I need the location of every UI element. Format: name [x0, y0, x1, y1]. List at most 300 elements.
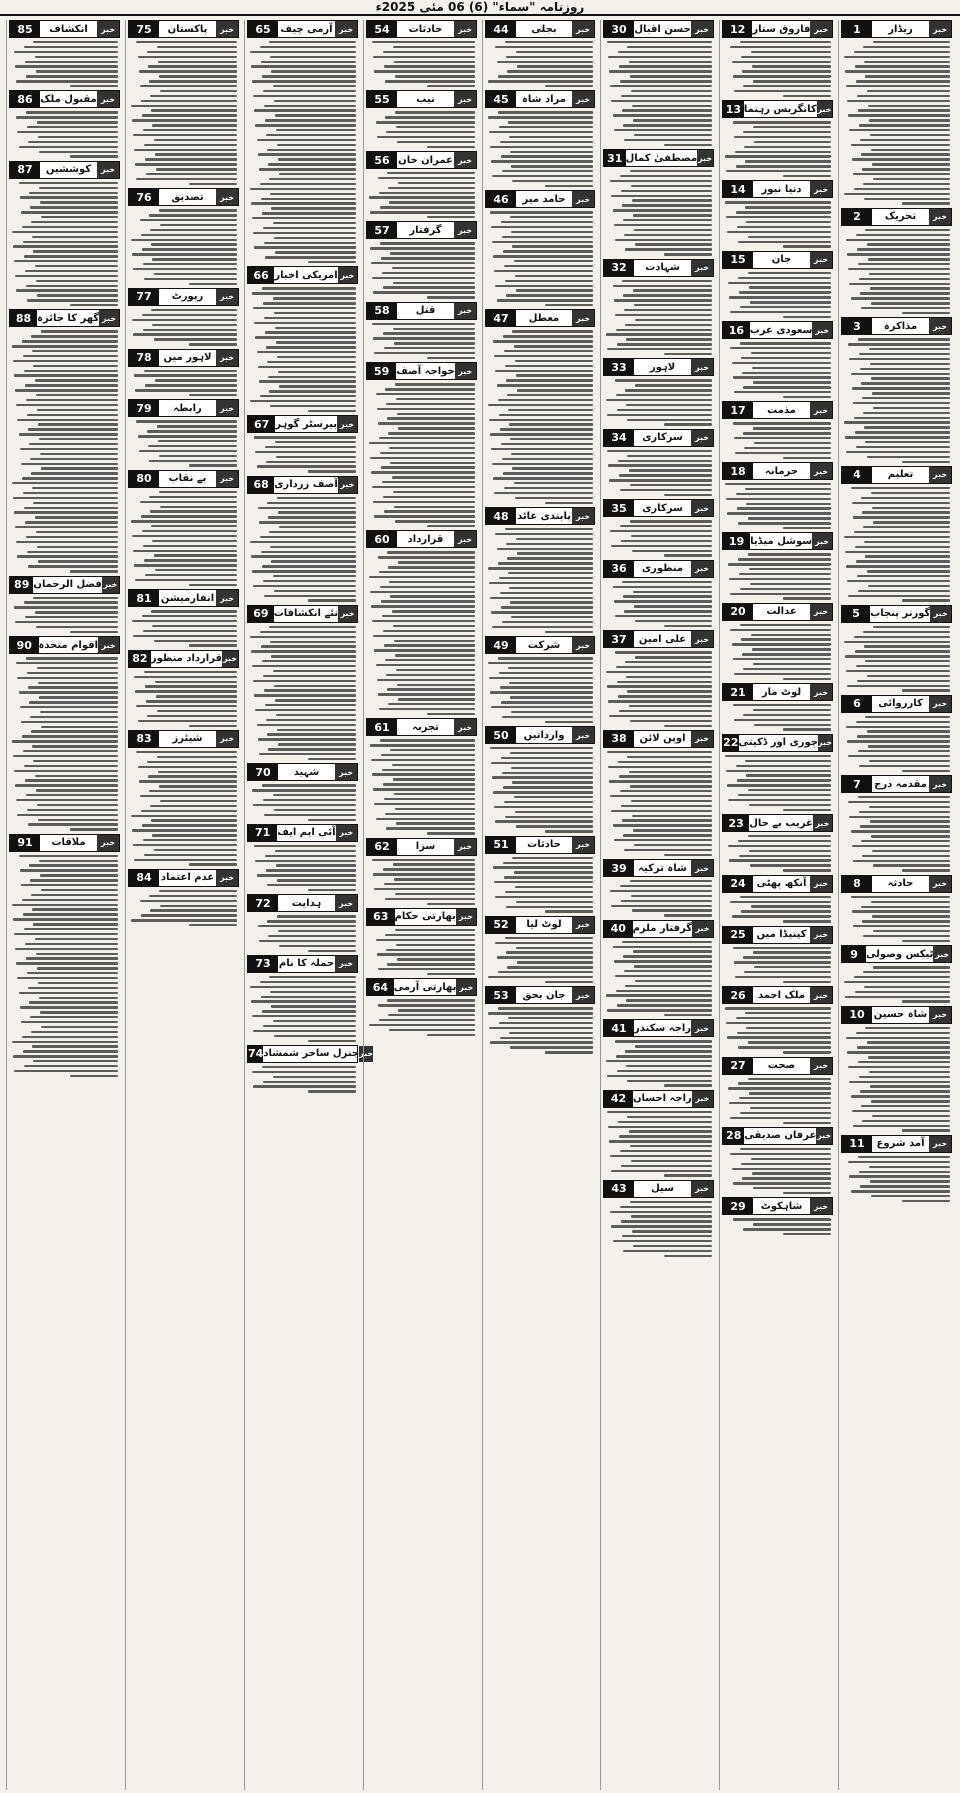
story-body-text: [603, 650, 714, 728]
text-line: [252, 789, 356, 791]
text-line: [664, 253, 712, 255]
text-line: [629, 61, 712, 63]
text-line: [844, 981, 950, 983]
story-tag: خبر: [456, 909, 476, 925]
news-story: [128, 20, 239, 186]
text-line: [733, 947, 831, 949]
text-line: [252, 292, 356, 294]
text-line: [515, 811, 593, 813]
text-line: [492, 241, 593, 243]
text-line: [633, 829, 712, 831]
news-story: [603, 1090, 714, 1178]
text-line: [257, 465, 357, 467]
text-line: [743, 668, 831, 670]
text-line: [738, 522, 831, 524]
story-number: 60: [367, 531, 397, 547]
story-number: 13: [723, 101, 744, 117]
text-line: [490, 433, 593, 435]
text-line: [396, 944, 475, 946]
story-title: رپورٹ: [171, 291, 204, 303]
text-line: [851, 1095, 951, 1097]
text-line: [16, 541, 118, 543]
text-line: [858, 590, 950, 592]
text-line: [265, 855, 356, 857]
story-header: [9, 90, 120, 108]
text-line: [733, 658, 831, 660]
text-line: [41, 467, 118, 469]
text-line: [261, 198, 356, 200]
text-line: [728, 563, 831, 565]
text-line: [627, 455, 712, 457]
news-story: [722, 1197, 833, 1236]
text-line: [613, 586, 713, 588]
text-line: [502, 458, 593, 460]
news-story: [9, 161, 120, 308]
story-body-text: [247, 914, 358, 953]
text-line: [427, 146, 475, 148]
text-line: [27, 551, 118, 553]
text-line: [131, 239, 237, 241]
text-line: [379, 708, 475, 710]
text-line: [853, 860, 950, 862]
text-line: [607, 41, 712, 43]
text-line: [664, 494, 712, 496]
text-line: [845, 996, 950, 998]
text-line: [148, 775, 237, 777]
text-line: [664, 423, 712, 425]
text-line: [509, 136, 593, 138]
text-line: [857, 248, 950, 250]
text-line: [545, 910, 593, 912]
text-line: [144, 559, 237, 561]
story-tag: خبر: [454, 719, 476, 735]
text-line: [427, 296, 475, 298]
text-line: [738, 558, 831, 560]
text-line: [859, 1076, 950, 1078]
text-line: [871, 1100, 950, 1102]
text-line: [632, 199, 712, 201]
story-tag: خبر: [929, 776, 951, 792]
story-tag: خبر: [810, 1058, 832, 1074]
text-line: [630, 1145, 712, 1147]
story-body-text: [128, 609, 239, 648]
text-line: [308, 599, 356, 601]
text-line: [846, 726, 950, 728]
text-line: [516, 947, 593, 949]
text-line: [27, 809, 118, 811]
text-line: [251, 65, 356, 67]
text-line: [384, 65, 475, 67]
text-line: [783, 396, 831, 398]
story-tag: خبر: [455, 363, 476, 379]
story-header: [366, 221, 477, 239]
news-story: [841, 605, 952, 693]
story-header: [9, 309, 120, 327]
text-line: [748, 789, 831, 791]
text-line: [867, 90, 950, 92]
text-line: [30, 458, 118, 460]
text-line: [265, 119, 356, 121]
text-line: [631, 1215, 712, 1217]
text-line: [27, 299, 118, 301]
story-header: [247, 763, 358, 781]
story-tag: خبر: [572, 837, 594, 853]
text-line: [733, 121, 831, 123]
text-line: [512, 467, 593, 469]
text-line: [250, 986, 356, 988]
text-line: [33, 502, 118, 504]
text-line: [517, 961, 593, 963]
text-line: [13, 755, 118, 757]
text-line: [862, 1120, 950, 1122]
news-story: [128, 288, 239, 347]
text-line: [545, 85, 593, 87]
story-title: مقبول ملک: [40, 93, 97, 105]
text-line: [427, 85, 475, 87]
story-number: 7: [842, 776, 872, 792]
story-tag: خبر: [691, 430, 713, 446]
news-story: [128, 349, 239, 398]
story-title: آنکھ پھٹی: [756, 878, 807, 890]
text-line: [858, 750, 950, 752]
text-line: [395, 929, 475, 931]
story-tag: خبر: [454, 531, 476, 547]
text-line: [506, 294, 593, 296]
text-line: [269, 976, 356, 978]
text-line: [25, 270, 118, 272]
text-line: [871, 377, 950, 379]
story-number: 68: [248, 477, 274, 493]
story-header: [247, 415, 358, 433]
text-line: [136, 420, 237, 422]
story-header: [603, 259, 714, 277]
text-line: [621, 1220, 712, 1222]
news-story: [603, 630, 714, 728]
story-tag: خبر: [691, 1020, 713, 1036]
story-number: 33: [604, 359, 634, 375]
story-body-text: [485, 746, 595, 834]
text-line: [504, 265, 593, 267]
text-line: [744, 146, 831, 148]
text-line: [743, 714, 831, 716]
text-line: [616, 394, 712, 396]
text-line: [748, 272, 831, 274]
text-line: [23, 492, 118, 494]
text-line: [870, 363, 950, 365]
story-title: حسن اقبال: [634, 23, 691, 35]
story-title: بھارتی حکام: [394, 911, 456, 923]
story-title: معطل: [528, 312, 560, 324]
text-line: [141, 234, 237, 236]
story-header: [722, 251, 833, 269]
text-line: [865, 555, 950, 557]
text-line: [854, 636, 950, 638]
text-line: [505, 937, 593, 939]
text-line: [268, 376, 356, 378]
story-number: 71: [248, 825, 277, 841]
text-line: [33, 1060, 118, 1062]
story-header: [128, 288, 239, 306]
story-body-text: [247, 40, 358, 264]
text-line: [13, 918, 118, 920]
text-line: [70, 828, 118, 830]
text-line: [274, 312, 356, 314]
story-body-text: [366, 738, 477, 835]
text-line: [257, 351, 357, 353]
text-line: [615, 615, 712, 617]
story-tag: خبر: [697, 150, 713, 166]
text-line: [626, 1065, 712, 1067]
story-title: رابطہ: [173, 402, 202, 414]
news-story: [366, 302, 477, 361]
text-line: [863, 412, 950, 414]
text-line: [389, 447, 475, 449]
text-line: [489, 677, 593, 679]
story-body-text: [722, 946, 833, 985]
text-line: [144, 854, 237, 856]
text-line: [393, 778, 475, 780]
text-line: [383, 496, 475, 498]
story-body-text: [128, 308, 239, 347]
text-line: [28, 686, 118, 688]
text-line: [254, 694, 356, 696]
text-line: [396, 126, 475, 128]
text-line: [734, 391, 831, 393]
text-line: [275, 441, 356, 443]
story-tag: خبر: [99, 310, 119, 326]
text-line: [155, 153, 237, 155]
text-line: [516, 538, 593, 540]
story-header: [722, 603, 833, 621]
text-line: [516, 289, 593, 291]
text-line: [29, 1001, 118, 1003]
text-line: [146, 173, 237, 175]
story-body-text: [722, 1077, 833, 1125]
text-line: [397, 958, 475, 960]
text-line: [144, 671, 237, 673]
story-body-text: [722, 623, 833, 681]
text-line: [133, 635, 237, 637]
story-title: لاہور: [649, 361, 676, 373]
text-line: [252, 217, 356, 219]
text-line: [631, 535, 712, 537]
text-line: [140, 795, 237, 797]
text-line: [845, 436, 950, 438]
story-title: اقوام متحدہ: [38, 639, 99, 651]
text-line: [134, 374, 237, 376]
story-number: 3: [842, 318, 872, 334]
story-tag: خبر: [810, 21, 832, 37]
text-line: [31, 221, 118, 223]
story-header: [366, 978, 477, 996]
masthead: [0, 0, 960, 16]
text-line: [189, 183, 237, 185]
text-line: [149, 895, 237, 897]
text-line: [729, 1102, 831, 1104]
news-column: [363, 20, 479, 1790]
news-story: [722, 986, 833, 1054]
text-line: [618, 695, 712, 697]
story-header: [128, 869, 239, 887]
story-body-text: [247, 496, 358, 603]
story-body-text: [603, 40, 714, 147]
text-line: [373, 873, 475, 875]
story-number: 82: [129, 651, 151, 667]
text-line: [736, 765, 831, 767]
text-line: [620, 1206, 712, 1208]
text-line: [14, 511, 118, 513]
text-line: [22, 477, 118, 479]
text-line: [859, 353, 950, 355]
text-line: [393, 863, 475, 865]
story-header: [366, 151, 477, 169]
text-line: [864, 426, 950, 428]
text-line: [733, 704, 831, 706]
text-line: [856, 721, 950, 723]
text-line: [372, 41, 475, 43]
text-line: [742, 653, 831, 655]
text-line: [857, 95, 950, 97]
text-line: [308, 950, 356, 952]
text-line: [279, 385, 356, 387]
text-line: [848, 755, 950, 757]
text-line: [498, 1007, 593, 1009]
text-line: [262, 1066, 356, 1068]
news-story: [722, 1057, 833, 1125]
text-line: [902, 1000, 950, 1002]
story-title: سرکاری: [642, 502, 683, 514]
news-column: [6, 20, 122, 1790]
text-line: [727, 784, 831, 786]
story-title: کینیڈا میں: [756, 929, 807, 940]
text-line: [609, 1140, 712, 1142]
text-line: [859, 811, 950, 813]
text-line: [135, 389, 237, 391]
text-line: [387, 551, 475, 553]
text-line: [860, 368, 950, 370]
text-line: [138, 766, 238, 768]
text-line: [664, 914, 712, 916]
story-number: 72: [248, 895, 278, 911]
story-title: ملک احمد: [757, 989, 806, 1001]
story-header: [128, 188, 239, 206]
story-title: تصدیق: [171, 191, 204, 203]
story-body-text: [485, 936, 595, 984]
text-line: [260, 395, 356, 397]
text-line: [16, 962, 118, 964]
story-body-text: [841, 1026, 952, 1133]
text-line: [498, 971, 593, 973]
text-line: [545, 981, 593, 983]
text-line: [141, 810, 237, 812]
text-line: [142, 615, 237, 617]
text-line: [621, 95, 712, 97]
text-line: [727, 1036, 831, 1038]
text-line: [31, 335, 118, 337]
story-tag: خبر: [929, 467, 951, 483]
text-line: [132, 253, 237, 255]
text-line: [372, 277, 475, 279]
news-story: [841, 208, 952, 316]
text-line: [497, 384, 593, 386]
story-header: [722, 986, 833, 1004]
story-number: 64: [367, 979, 394, 995]
text-line: [614, 960, 712, 962]
text-line: [870, 287, 950, 289]
text-line: [748, 236, 831, 238]
text-line: [24, 255, 118, 257]
story-tag: خبر: [572, 91, 594, 107]
text-line: [28, 565, 118, 567]
text-line: [854, 417, 950, 419]
text-line: [868, 585, 950, 587]
text-line: [621, 805, 712, 807]
text-line: [860, 139, 950, 141]
text-line: [132, 829, 237, 831]
text-line: [737, 226, 831, 228]
text-line: [634, 844, 712, 846]
news-story: [603, 20, 714, 147]
text-line: [614, 299, 712, 301]
story-title: خواجہ آصف: [396, 365, 455, 377]
text-line: [26, 657, 118, 659]
text-line: [274, 590, 356, 592]
text-line: [750, 301, 831, 303]
text-line: [263, 1025, 356, 1027]
text-line: [626, 999, 712, 1001]
story-tag: خبر: [216, 21, 238, 37]
text-line: [144, 144, 237, 146]
text-line: [869, 348, 950, 350]
news-story: [247, 763, 358, 822]
text-line: [148, 445, 237, 447]
text-line: [853, 1125, 950, 1127]
story-body-text: [128, 369, 239, 398]
text-line: [150, 909, 237, 911]
text-line: [749, 1092, 831, 1094]
story-body-text: [722, 341, 833, 399]
text-line: [12, 740, 118, 742]
text-line: [626, 676, 712, 678]
story-header: [128, 650, 239, 668]
story-title: شیئرز: [172, 733, 203, 745]
text-line: [737, 779, 831, 781]
text-line: [373, 56, 475, 58]
text-line: [743, 131, 831, 133]
text-line: [783, 678, 831, 680]
text-line: [386, 674, 475, 676]
story-number: 20: [723, 604, 753, 620]
text-line: [24, 46, 118, 48]
story-number: 79: [129, 400, 159, 416]
text-line: [398, 427, 475, 429]
text-line: [745, 760, 831, 762]
text-line: [261, 551, 356, 553]
story-title: حادثات: [408, 23, 443, 35]
text-line: [270, 56, 356, 58]
news-story: [247, 476, 358, 603]
story-tag: خبر: [810, 252, 832, 268]
text-line: [748, 1078, 831, 1080]
news-column: [244, 20, 374, 1790]
text-line: [743, 386, 831, 388]
text-line: [33, 760, 118, 762]
story-tag: خبر: [810, 876, 832, 892]
story-header: [841, 208, 952, 226]
text-line: [738, 1046, 831, 1048]
text-line: [384, 347, 475, 349]
text-line: [514, 871, 594, 873]
